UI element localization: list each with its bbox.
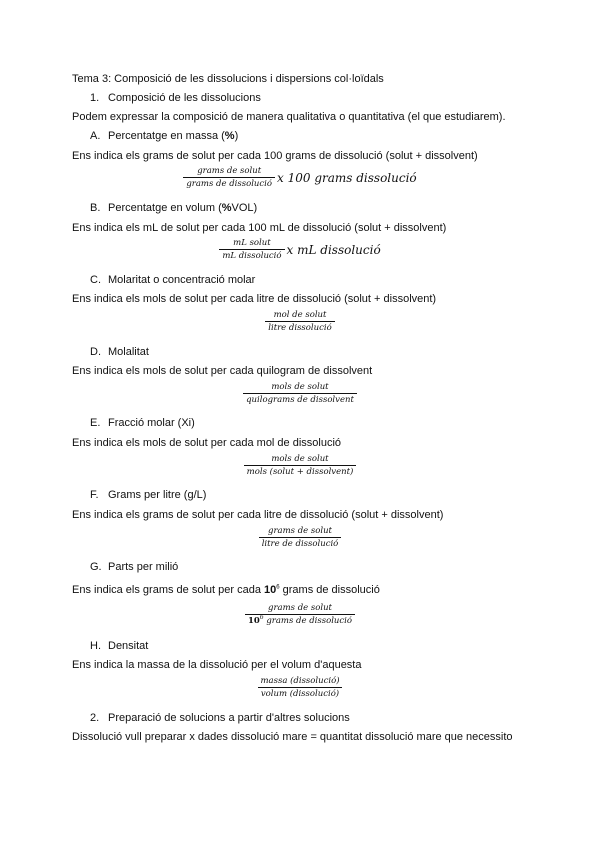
formula-b (0, 238, 600, 261)
fraction (183, 166, 275, 189)
formula-h (0, 676, 600, 699)
denominator: grams de dissolució (183, 177, 275, 189)
fraction (219, 238, 284, 261)
numerator: massa (dissolució) (260, 676, 340, 686)
item-heading-f: F. Grams per litre (g/L) (90, 489, 207, 501)
fraction (265, 310, 334, 333)
section-heading-2 (90, 711, 350, 725)
item-heading-b: B. Percentatge en volum (%VOL) (90, 202, 258, 214)
denominator: volum (dissolució) (258, 687, 342, 699)
fraction (243, 382, 357, 405)
denominator: mL dissolució (219, 249, 284, 261)
fraction (259, 526, 342, 549)
fraction (257, 676, 342, 699)
item-description-a: Ens indica els grams de solut per cada 100 grams de dissolució (solut + dissolvent) (72, 150, 478, 162)
item-description-b: Ens indica els mL de solut per cada 100 mL de dissolució (solut + dissolvent) (72, 222, 447, 234)
numerator: grams de solut (197, 166, 262, 176)
formula-g (0, 603, 600, 626)
intro-paragraph: Podem expressar la composició de manera qualitativa o quantitativa (el que estudiarem). (72, 111, 506, 123)
denominator: $10^6$ grams de dissolució (245, 614, 355, 626)
fraction (245, 603, 355, 626)
formula-c (0, 310, 600, 333)
item-heading-a: A. Percentatge en massa (%) (90, 130, 239, 142)
denominator: litre dissolució (265, 321, 334, 333)
item-heading-g: G. Parts per milió (90, 561, 179, 573)
numerator: mL solut (233, 238, 271, 248)
numerator: grams de solut (268, 603, 332, 613)
item-heading-c: C. Molaritat o concentració molar (90, 274, 256, 286)
item-description-d: Ens indica els mols de solut per cada quilogram de dissolvent (72, 365, 373, 377)
item-heading-e: E. Fracció molar (Xi) (90, 417, 195, 429)
item-heading-d: D. Molalitat (90, 346, 149, 358)
formula-e (0, 454, 600, 477)
formula-suffix: x 100 grams dissolució (277, 170, 417, 185)
numerator: mols de solut (271, 454, 329, 464)
formula-d (0, 382, 600, 405)
document-title: Tema 3: Composició de les dissolucions i dispersions col·loïdals (72, 73, 384, 85)
item-description-c: Ens indica els mols de solut per cada litre de dissolució (solut + dissolvent) (72, 293, 437, 305)
section-label: Preparació de solucions a partir d'altres solucions (108, 712, 350, 724)
denominator: quilograms de dissolvent (243, 393, 357, 405)
section-heading-1 (90, 91, 261, 105)
denominator: litre de dissolució (259, 537, 342, 549)
item-description-f: Ens indica els grams de solut per cada litre de dissolució (solut + dissolvent) (72, 509, 444, 521)
numerator: grams de solut (268, 526, 332, 536)
item-description-e: Ens indica els mols de solut per cada mol de dissolució (72, 437, 342, 449)
numerator: mol de solut (273, 310, 327, 320)
section-number: 2. (90, 712, 100, 724)
formula-suffix: x mL dissolució (286, 242, 381, 257)
item-description-h: Ens indica la massa de la dissolució per el volum d'aquesta (72, 659, 362, 671)
item-heading-h: H. Densitat (90, 640, 149, 652)
formula-a (0, 166, 600, 189)
fraction (244, 454, 357, 477)
item-description-g: Ens indica els grams de solut per cada $10^6$ grams de dissolució (72, 584, 380, 596)
section-number: 1. (90, 92, 100, 104)
numerator: mols de solut (271, 382, 329, 392)
formula-f (0, 526, 600, 549)
final-paragraph: Dissolució vull preparar x dades dissolució mare = quantitat dissolució mare que necessito (72, 731, 513, 743)
denominator: mols (solut + dissolvent) (244, 465, 357, 477)
section-label: Composició de les dissolucions (108, 92, 261, 104)
